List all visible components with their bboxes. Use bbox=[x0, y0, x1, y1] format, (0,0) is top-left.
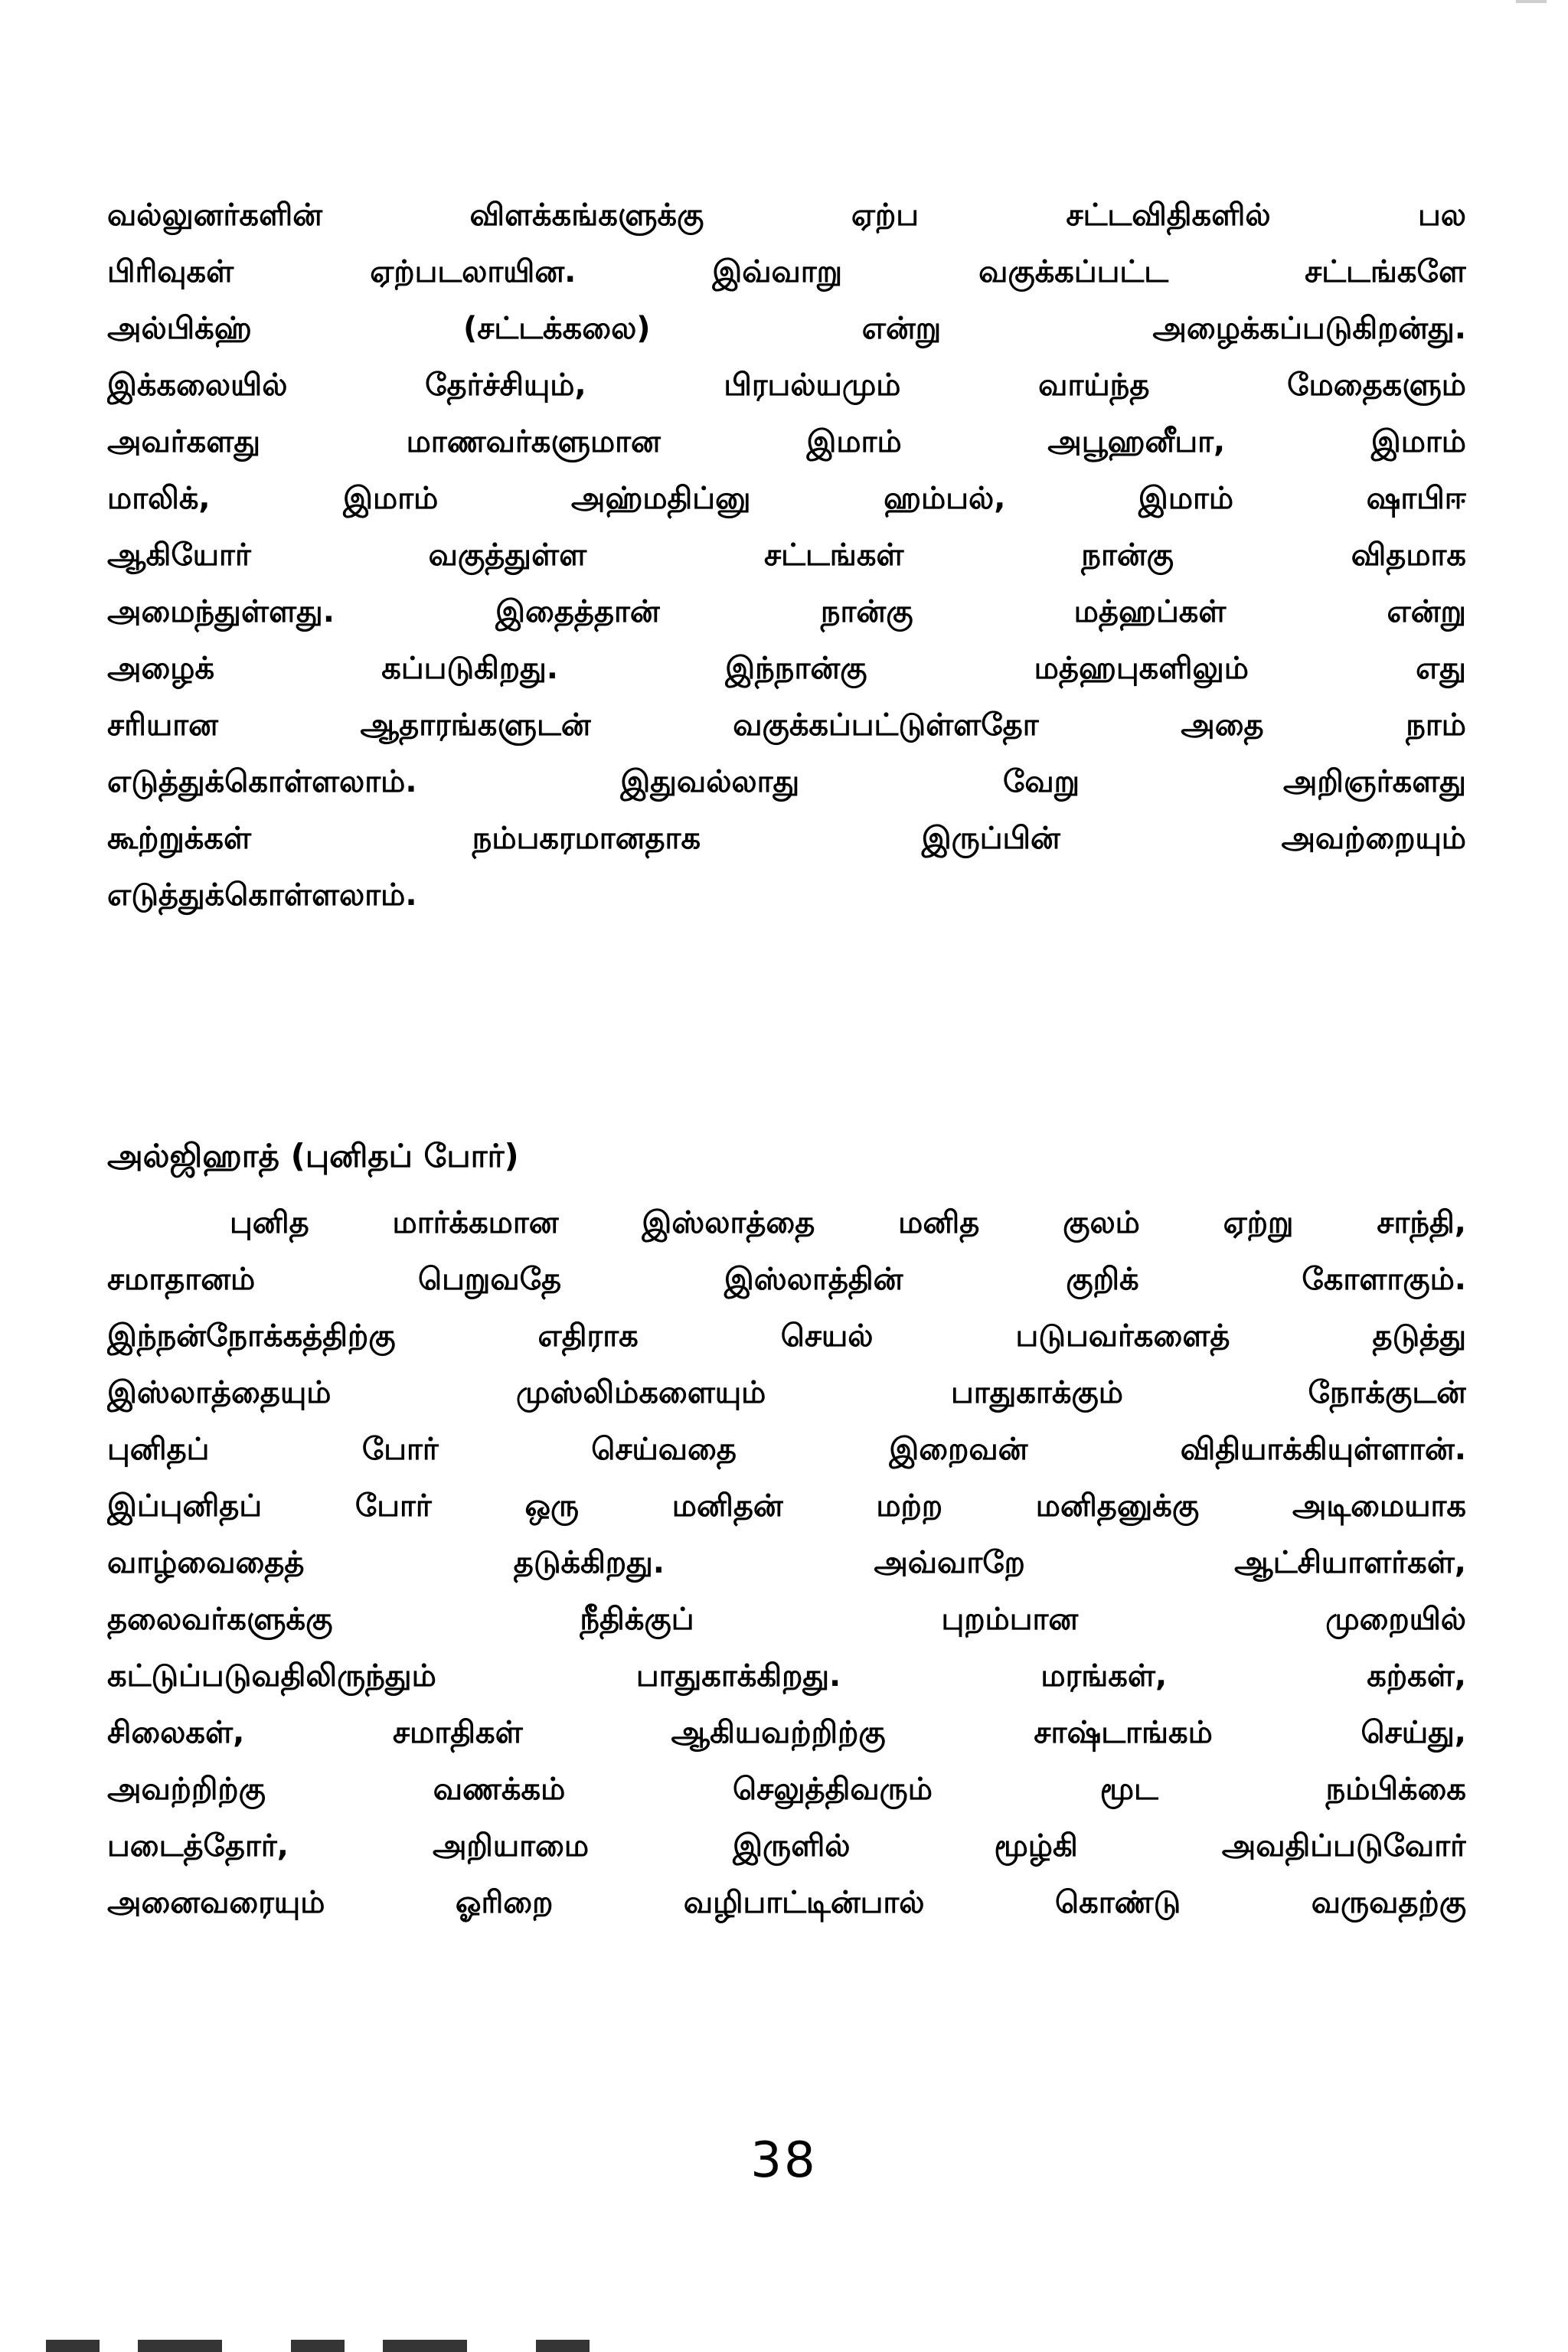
text-line: அவர்களது மாணவர்களுமான இமாம் அபூஹனீபா, இமாம் bbox=[107, 424, 1466, 459]
text-line: கட்டுப்படுவதிலிருந்தும் பாதுகாக்கிறது. மரங்கள், கற்கள், bbox=[107, 1658, 1466, 1694]
text-line: அல்பிக்ஹ் (சட்டக்கலை) என்று அழைக்கப்படுகிறன்து. bbox=[107, 311, 1466, 346]
text-line: சரியான ஆதாரங்களுடன் வகுக்கப்பட்டுள்ளதோ அதை நாம் bbox=[107, 707, 1466, 743]
text-line: சிலைகள், சமாதிகள் ஆகியவற்றிற்கு சாஷ்டாங்கம் செய்து, bbox=[107, 1715, 1466, 1750]
next-page-bleed-through bbox=[46, 2340, 628, 2352]
text-line: ஆகியோர் வகுத்துள்ள சட்டங்கள் நான்கு விதமாக bbox=[107, 537, 1466, 573]
text-line: தலைவர்களுக்கு நீதிக்குப் புறம்பான முறையில் bbox=[107, 1602, 1466, 1637]
text-line: சமாதானம் பெறுவதே இஸ்லாத்தின் குறிக் கோளாகும். bbox=[107, 1262, 1466, 1297]
page-number: 38 bbox=[750, 2132, 818, 2189]
text-line: கூற்றுக்கள் நம்பகரமானதாக இருப்பின் அவற்றையும் bbox=[107, 821, 1466, 856]
text-line: எடுத்துக்கொள்ளலாம். bbox=[107, 877, 417, 913]
section-heading: அல்ஜிஹாத் (புனிதப் போர்) bbox=[107, 1137, 519, 1174]
text-line: இஸ்லாத்தையும் முஸ்லிம்களையும் பாதுகாக்கும் நோக்குடன் bbox=[107, 1375, 1466, 1410]
text-line: அனைவரையும் ஓரிறை வழிபாட்டின்பால் கொண்டு வருவதற்கு bbox=[107, 1885, 1466, 1920]
text-line: மாலிக், இமாம் அஹ்மதிப்னு ஹம்பல், இமாம் ஷாபிஈ bbox=[107, 481, 1466, 516]
paragraph-madhhab bbox=[107, 187, 1466, 923]
text-line: எடுத்துக்கொள்ளலாம். இதுவல்லாது வேறு அறிஞர்களது bbox=[107, 764, 1466, 799]
text-line: இக்கலையில் தேர்ச்சியும், பிரபல்யமும் வாய்ந்த மேதைகளும் bbox=[107, 368, 1466, 403]
text-line: பிரிவுகள் ஏற்படலாயின. இவ்வாறு வகுக்கப்பட்ட சட்டங்களே bbox=[107, 254, 1466, 289]
text-line: இப்புனிதப் போர் ஒரு மனிதன் மற்ற மனிதனுக்கு அடிமையாக bbox=[107, 1488, 1466, 1524]
scan-corner-mark bbox=[1516, 0, 1547, 3]
text-line: வாழ்வைதைத் தடுக்கிறது. அவ்வாறே ஆட்சியாளர்கள், bbox=[107, 1545, 1466, 1580]
paragraph-jihad bbox=[107, 1194, 1466, 1931]
text-line: வல்லுனர்களின் விளக்கங்களுக்கு ஏற்ப சட்டவிதிகளில் பல bbox=[107, 198, 1466, 233]
text-line: இந்நன்நோக்கத்திற்கு எதிராக செயல் படுபவர்களைத் தடுத்து bbox=[107, 1318, 1466, 1354]
text-line: அமைந்துள்ளது. இதைத்தான் நான்கு மத்ஹப்கள் என்று bbox=[107, 594, 1466, 629]
text-line: புனித மார்க்கமான இஸ்லாத்தை மனித குலம் ஏற்று சாந்தி, bbox=[230, 1205, 1466, 1240]
text-line: படைத்தோர், அறியாமை இருளில் மூழ்கி அவதிப்படுவோர் bbox=[107, 1828, 1466, 1864]
text-line: அழைக் கப்படுகிறது. இந்நான்கு மத்ஹபுகளிலும் எது bbox=[107, 651, 1466, 686]
text-line: புனிதப் போர் செய்வதை இறைவன் விதியாக்கியுள்ளான். bbox=[107, 1432, 1466, 1467]
text-line: அவற்றிற்கு வணக்கம் செலுத்திவரும் மூட நம்பிக்கை bbox=[107, 1772, 1466, 1807]
